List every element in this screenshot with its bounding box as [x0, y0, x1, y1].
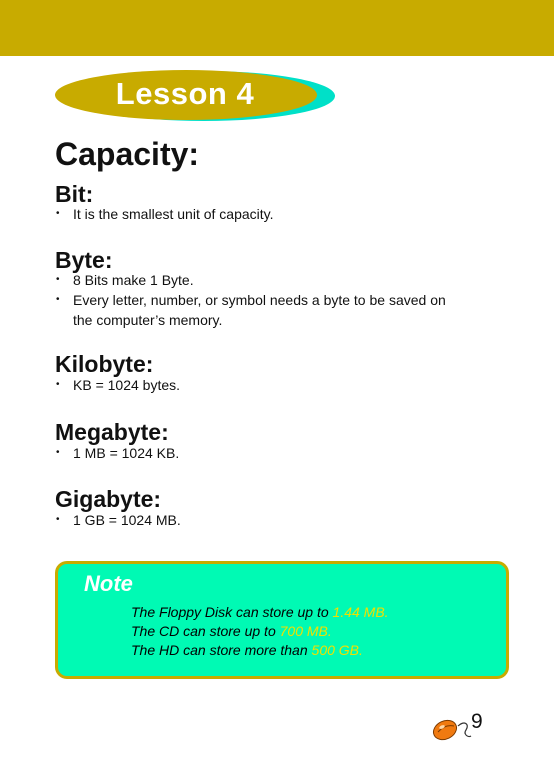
bullet-icon: •	[56, 447, 60, 458]
kilobyte-bullets	[56, 375, 506, 395]
section-heading-bit: Bit:	[55, 181, 94, 207]
list-item: • 1 GB = 1024 MB.	[56, 512, 181, 528]
note-title: Note	[84, 571, 133, 596]
bullet-icon: •	[56, 379, 60, 390]
list-item: • It is the smallest unit of capacity.	[56, 206, 274, 222]
bullet-icon: •	[56, 294, 60, 305]
note-highlight: 500 GB.	[311, 642, 363, 658]
list-item: • 8 Bits make 1 Byte.	[56, 272, 194, 288]
note-line-hd: The HD can store more than 500 GB.	[131, 642, 363, 658]
note-line-floppy: The Floppy Disk can store up to 1.44 MB.	[131, 604, 389, 620]
lesson-label: Lesson 4	[115, 76, 255, 111]
lesson-badge	[54, 67, 336, 123]
section-heading-kilobyte: Kilobyte:	[55, 351, 154, 377]
list-item-continuation: the computer’s memory.	[73, 312, 223, 328]
list-item: • KB = 1024 bytes.	[56, 377, 181, 393]
bullet-icon: •	[56, 208, 60, 219]
gigabyte-bullets	[56, 510, 506, 530]
list-item: • Every letter, number, or symbol needs a byte to be saved on	[56, 292, 446, 308]
bullet-icon: •	[56, 274, 60, 285]
note-highlight: 700 MB.	[279, 623, 332, 639]
mouse-icon	[432, 714, 472, 744]
bit-bullets	[56, 204, 506, 224]
note-box	[55, 561, 509, 679]
byte-bullets	[56, 270, 506, 330]
list-item: • 1 MB = 1024 KB.	[56, 445, 180, 461]
note-highlight: 1.44 MB.	[332, 604, 389, 620]
header-band	[0, 0, 554, 56]
megabyte-bullets	[56, 443, 506, 463]
bullet-icon: •	[56, 514, 60, 525]
section-heading-byte: Byte:	[55, 247, 113, 273]
page-title: Capacity:	[55, 136, 200, 172]
page-number: 9	[471, 710, 483, 733]
section-heading-gigabyte: Gigabyte:	[55, 486, 162, 512]
note-line-cd: The CD can store up to 700 MB.	[131, 623, 332, 639]
section-heading-megabyte: Megabyte:	[55, 419, 169, 445]
